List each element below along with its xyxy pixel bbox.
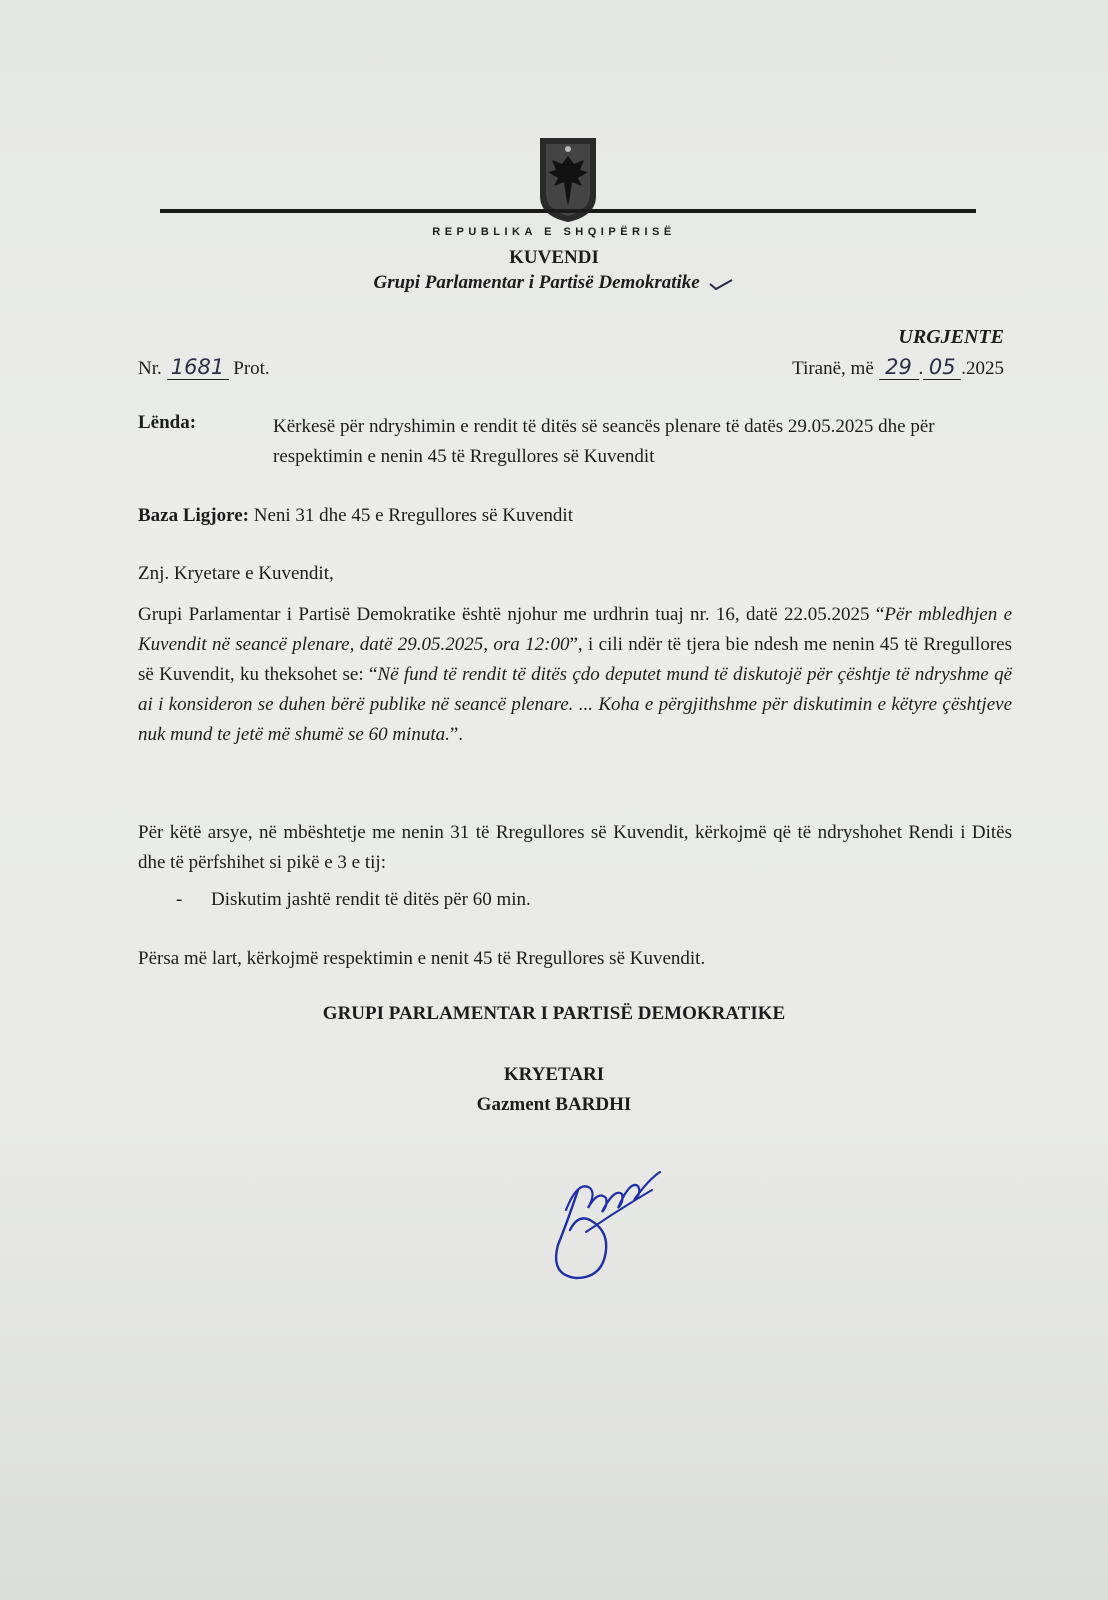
date-day: 29 bbox=[879, 355, 919, 380]
signature-group: GRUPI PARLAMENTAR I PARTISË DEMOKRATIKE bbox=[322, 1003, 786, 1024]
date-month: 05 bbox=[923, 355, 961, 380]
paragraph-1-part-3: ”. bbox=[449, 724, 464, 745]
legal-basis-label: Baza Ligjore: bbox=[138, 505, 249, 526]
signature-title: KRYETARI bbox=[503, 1064, 605, 1085]
paragraph-1 bbox=[138, 600, 1012, 750]
paragraph-2: Për këtë arsye, në mbështetje me nenin 31 të Rregullores së Kuvendit, kërkojmë që të ndryshohet Rendi i Ditës dhe të përfshihet si pikë e 3 e tij: bbox=[138, 822, 1012, 873]
handwritten-signature bbox=[548, 1150, 668, 1285]
signature-name: Gazment BARDHI bbox=[476, 1094, 632, 1115]
group-heading-text: Grupi Parlamentar i Partisë Demokratike bbox=[373, 272, 700, 293]
header-rule bbox=[160, 209, 976, 213]
paragraph-1-part-1: Grupi Parlamentar i Partisë Demokratike është njohur me urdhrin tuaj nr. 16, datë 22.05.2025 “ bbox=[138, 604, 885, 625]
institution-heading: KUVENDI bbox=[509, 247, 599, 268]
paragraph-3: Përsa më lart, kërkojmë respektimin e nenit 45 të Rregullores së Kuvendit. bbox=[138, 948, 706, 969]
protocol-prefix: Nr. bbox=[138, 358, 162, 379]
bullet-dash: - bbox=[176, 889, 183, 910]
protocol-suffix: Prot. bbox=[233, 358, 270, 379]
letter-date: Tiranë, më 29 . 05 .2025 bbox=[792, 355, 1004, 379]
paragraph-1-quote-2: Në fund të rendit të ditës çdo deputet mund të diskutojë për çështje të ndryshme që ai i konsideron se duhen bërë publike në seancë plenare. ... Koha e përgjithshme për diskutimin e këtyre çështjeve nuk mund te jetë më shumë se 60 minuta. bbox=[138, 664, 1013, 745]
list-item bbox=[176, 889, 531, 911]
protocol-number-handwritten: 1681 bbox=[167, 355, 229, 380]
urgency-label: URGJENTE bbox=[898, 326, 1004, 348]
date-year: .2025 bbox=[961, 358, 1004, 379]
paragraph-1-quote-1: Për mbledhjen e Kuvendit në seancë plenare, datë 29.05.2025, ora 12:00 bbox=[138, 604, 1013, 655]
group-heading bbox=[0, 272, 1108, 294]
protocol-number bbox=[138, 355, 270, 380]
republika-heading: REPUBLIKA E SHQIPËRISË bbox=[432, 226, 676, 238]
legal-basis bbox=[138, 505, 573, 527]
date-prefix: Tiranë, më bbox=[792, 358, 874, 379]
subject-label: Lënda: bbox=[138, 412, 197, 433]
checkmark-icon bbox=[708, 276, 734, 292]
salutation: Znj. Kryetare e Kuvendit, bbox=[138, 563, 334, 584]
bullet-text: Diskutim jashtë rendit të ditës për 60 min. bbox=[211, 889, 531, 910]
legal-basis-text: Neni 31 dhe 45 e Rregullores së Kuvendit bbox=[253, 505, 573, 526]
subject-text: Kërkesë për ndryshimin e rendit të ditës së seancës plenare të datës 29.05.2025 dhe për respektimin e nenin 45 të Rregullores së Kuvendit bbox=[273, 416, 935, 467]
paragraph-1-part-2: ”, i cili ndër të tjera bie ndesh me nenin 45 të Rregullores së Kuvendit, ku theksohet se: “ bbox=[138, 634, 1012, 685]
